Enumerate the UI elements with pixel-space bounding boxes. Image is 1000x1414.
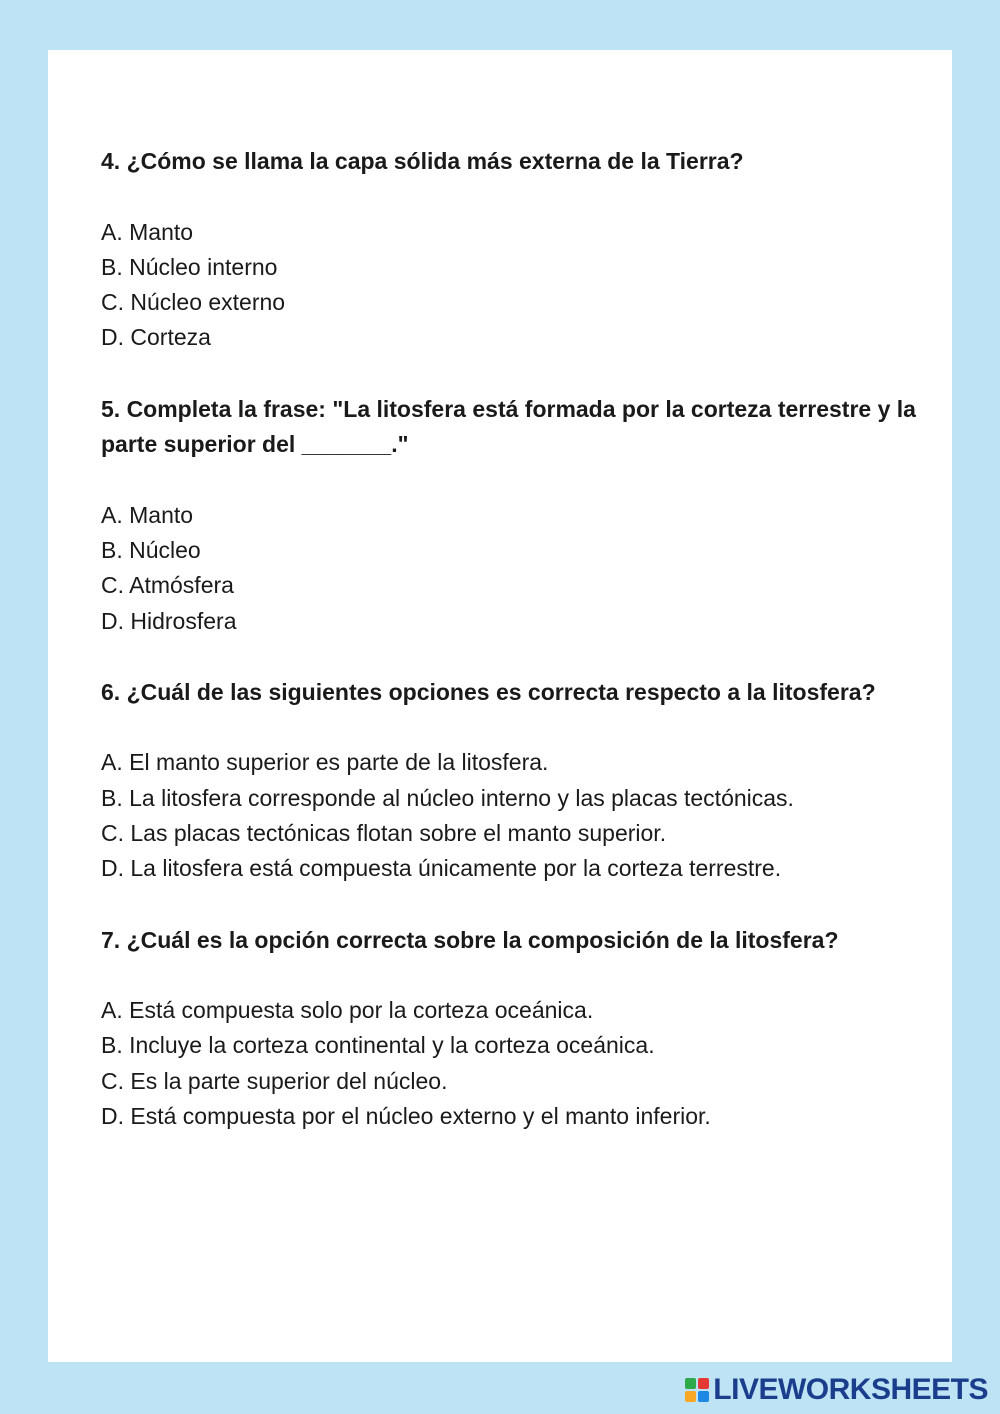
worksheet-content xyxy=(101,144,921,1170)
brand-name: LIVEWORKSHEETS xyxy=(713,1373,988,1406)
question-5-option-c: C. Atmósfera xyxy=(101,572,234,599)
logo-square-yellow xyxy=(685,1391,696,1402)
logo-square-green xyxy=(685,1378,696,1389)
question-5-option-b: B. Núcleo xyxy=(101,536,201,563)
question-6-option-a: A. El manto superior es parte de la litosfera. xyxy=(101,749,549,776)
question-7-options xyxy=(101,993,921,1134)
question-7-option-d: D. Está compuesta por el núcleo externo y el manto inferior. xyxy=(101,1102,711,1129)
question-4-option-c: C. Núcleo externo xyxy=(101,289,286,316)
liveworksheets-logo-icon xyxy=(685,1378,709,1402)
question-block-4 xyxy=(101,144,921,356)
question-4-text: 4. ¿Cómo se llama la capa sólida más externa de la Tierra? xyxy=(101,148,744,174)
question-6-option-b: B. La litosfera corresponde al núcleo interno y las placas tectónicas. xyxy=(101,784,794,811)
logo-square-blue xyxy=(698,1391,709,1402)
question-4-option-d: D. Corteza xyxy=(101,324,211,351)
question-5-options xyxy=(101,498,921,639)
question-7-text: 7. ¿Cuál es la opción correcta sobre la composición de la litosfera? xyxy=(101,926,839,953)
logo-square-red xyxy=(698,1378,709,1389)
question-6-option-c: C. Las placas tectónicas flotan sobre el manto superior. xyxy=(101,819,667,846)
question-block-5 xyxy=(101,392,921,639)
question-4-options xyxy=(101,215,921,356)
question-7-option-a: A. Está compuesta solo por la corteza oceánica. xyxy=(101,997,594,1024)
question-7-option-b: B. Incluye la corteza continental y la corteza oceánica. xyxy=(101,1032,655,1059)
question-block-7 xyxy=(101,923,921,1135)
question-6-option-d: D. La litosfera está compuesta únicamente por la corteza terrestre. xyxy=(101,855,782,882)
question-5-text: 5. Completa la frase: "La litosfera está formada por la corteza terrestre y la parte superior del _______." xyxy=(101,395,916,458)
question-5-option-d: D. Hidrosfera xyxy=(101,607,237,634)
liveworksheets-brand[interactable] xyxy=(685,1372,988,1408)
question-4-option-b: B. Núcleo interno xyxy=(101,253,278,280)
question-4-option-a: A. Manto xyxy=(101,218,194,245)
question-7-option-c: C. Es la parte superior del núcleo. xyxy=(101,1067,448,1094)
worksheet-page xyxy=(48,50,952,1362)
question-block-6 xyxy=(101,675,921,887)
question-6-text: 6. ¿Cuál de las siguientes opciones es correcta respecto a la litosfera? xyxy=(101,678,876,705)
question-5-option-a: A. Manto xyxy=(101,501,194,528)
question-6-options xyxy=(101,745,921,886)
